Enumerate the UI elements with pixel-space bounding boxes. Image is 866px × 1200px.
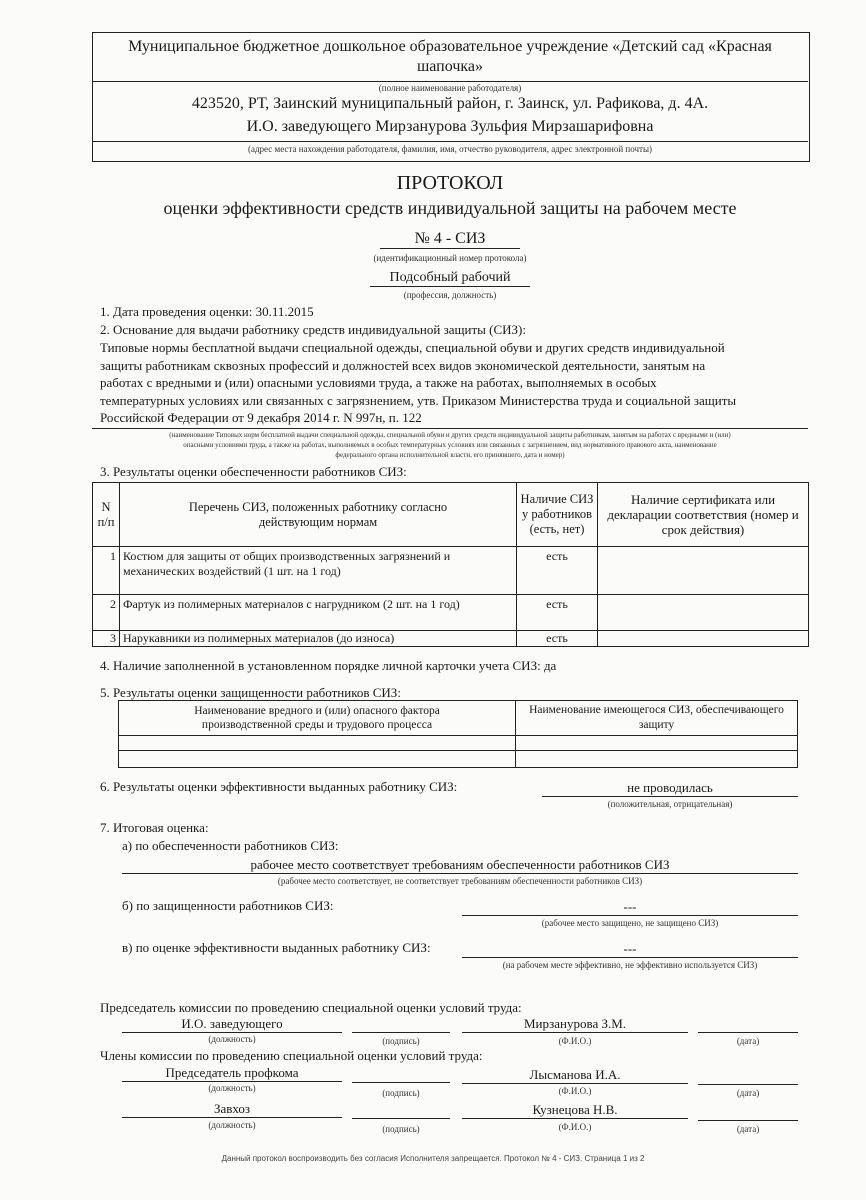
personal-card: 4. Наличие заполненной в установленном порядке личной карточки учета СИЗ: да [100,658,557,673]
section6-label: 6. Результаты оценки эффективности выданных работнику СИЗ: [100,779,458,794]
section7c-label: в) по оценке эффективности выданных работнику СИЗ: [122,940,431,955]
row-has: есть [517,595,598,631]
signature-line [352,1082,450,1083]
section3-heading: 3. Результаты оценки обеспеченности работников СИЗ: [100,464,407,479]
protocol-subtitle: оценки эффективности средств индивидуальной защиты на рабочем месте [163,198,737,218]
section7c-value: --- [462,941,798,958]
protocol-number: № 4 - СИЗ [380,230,520,249]
name-caption: (Ф.И.О.) [558,1036,592,1046]
name-caption: (Ф.И.О.) [558,1122,592,1132]
date-caption: (дата) [736,1036,760,1046]
org-caption: (полное наименование работодателя) [378,83,522,93]
row-item: Костюм для защиты от общих производственных загрязнений и механических воздействий (1 шт. на 1 год) [120,547,517,595]
date-line [698,1120,798,1121]
cell [119,736,516,751]
row-cert [598,595,809,631]
section7b-label: б) по защищенности работников СИЗ: [122,898,334,913]
row-cert [598,631,809,647]
row-has: есть [517,547,598,595]
signature-line [352,1118,450,1119]
members-heading: Члены комиссии по проведению специальной оценки условий труда: [100,1048,483,1063]
cell [516,751,798,768]
cell [516,736,798,751]
row-cert [598,547,809,595]
protocol-title: ПРОТОКОЛ [396,172,504,194]
section6-value: не проводилась [542,780,798,797]
member-position: Председатель профкома [122,1065,342,1082]
section7c-caption: (на рабочем месте эффективно, не эффективно используется СИЗ) [502,960,758,970]
basis-caption [92,430,808,460]
chair-position: И.О. заведующего [122,1016,342,1033]
table-row [119,751,798,768]
member-position: Завхоз [122,1101,342,1118]
footer-note: Данный протокол воспроизводить без согласия Исполнителя запрещается. Протокол № 4 - СИЗ. Страница 1 из 2 [221,1154,645,1163]
row-n: 2 [93,595,120,631]
caption-line: федерального органа исполнительной власти, его принявшего, дата и номер) [335,451,565,459]
col-item: Перечень СИЗ, положенных работнику согласно действующим нормам [120,483,517,547]
basis-line: защиты работникам сквозных профессий и должностей всех видов экономической деятельности, занятым на [100,357,706,373]
row-item: Фартук из полимерных материалов с нагрудником (2 шт. на 1 год) [120,595,517,631]
chair-name: Мирзанурова З.М. [462,1016,688,1033]
member-name: Лысманова И.А. [462,1067,688,1084]
basis-line: Типовые нормы бесплатной выдачи специальной одежды, специальной обуви и других средств индивидуальной [100,340,725,355]
signature-caption: (подпись) [382,1088,420,1098]
section7a-label: а) по обеспеченности работников СИЗ: [122,838,339,853]
cell [119,751,516,768]
basis-line: работах с вредными и (или) опасными условиями труда, а также на работах, выполняемых в особых [100,375,657,390]
position-caption: (должность) [208,1034,256,1044]
col-cert: Наличие сертификата или декларации соответствия (номер и срок действия) [598,483,809,547]
number-caption: (идентификационный номер протокола) [373,253,527,263]
section7-heading: 7. Итоговая оценка: [100,820,209,835]
head-name: И.О. заведующего Мирзанурова Зульфия Мирзашарифовна [246,118,654,135]
col-n: N п/п [93,483,120,547]
row-item: Нарукавники из полимерных материалов (до износа) [120,631,517,647]
profession: Подсобный рабочий [370,270,530,287]
section6-caption: (положительная, отрицательная) [607,799,733,809]
position-caption: (должность) [208,1120,256,1130]
table-header [119,701,798,736]
protection-table [118,700,798,768]
date-caption: (дата) [736,1124,760,1134]
signature-line [352,1032,450,1033]
section5-heading: 5. Результаты оценки защищенности работников СИЗ: [100,685,401,700]
org-name-line1: Муниципальное бюджетное дошкольное образовательное учреждение «Детский сад «Красная [128,38,772,55]
col-ppe: Наименование имеющегося СИЗ, обеспечивающего защиту [516,701,798,736]
date-line [698,1032,798,1033]
name-caption: (Ф.И.О.) [558,1086,592,1096]
caption-line: (наименование Типовых норм бесплатной выдачи специальной одежды, специальной обуви и других средств индивидуальной защиты работникам, занятым на работах с вредными и (или) [169,431,731,439]
caption-line: опасными условиями труда, а также на работах, выполняемых в особых температурных условиях или связанных с загрязнением, вид нормативного правового акта, наименование [183,441,717,449]
row-n: 1 [93,547,120,595]
chair-heading: Председатель комиссии по проведению специальной оценки условий труда: [100,1000,522,1015]
date-line [698,1084,798,1085]
address: 423520, РТ, Заинский муниципальный район, г. Заинск, ул. Рафикова, д. 4А. [191,95,709,112]
section7a-value: рабочее место соответствует требованиям обеспеченности работников СИЗ [122,857,798,874]
col-has: Наличие СИЗ у работников (есть, нет) [517,483,598,547]
section7b-value: --- [462,899,798,916]
col-factor: Наименование вредного и (или) опасного фактора производственной среды и трудового процесса [119,701,516,736]
section2-basis [100,339,800,427]
profession-caption: (профессия, должность) [403,290,497,300]
basis-line: Российской Федерации от 9 декабря 2014 г. N 997н, п. 122 [100,410,422,425]
address-caption: (адрес места нахождения работодателя, фамилия, имя, отчество руководителя, адрес электронной почты) [247,144,653,154]
section2-heading: 2. Основание для выдачи работнику средств индивидуальной защиты (СИЗ): [100,322,526,337]
table-row [93,547,809,595]
table-row [119,736,798,751]
row-n: 3 [93,631,120,647]
provision-table [92,482,809,647]
member-name: Кузнецова Н.В. [462,1102,688,1119]
assessment-date: 1. Дата проведения оценки: 30.11.2015 [100,304,314,319]
date-caption: (дата) [736,1088,760,1098]
org-name-line2: шапочка» [416,58,484,75]
section7b-caption: (рабочее место защищено, не защищено СИЗ) [541,918,719,928]
row-has: есть [517,631,598,647]
basis-line: температурных условиях или связанных с загрязнением, утв. Приказом Министерства труда и социальной защиты [100,392,737,408]
divider [92,81,808,82]
divider [92,428,808,429]
table-row [93,595,809,631]
section7a-caption: (рабочее место соответствует, не соответствует требованиям обеспеченности работников СИЗ) [277,876,643,886]
divider [92,141,808,142]
table-row [93,631,809,647]
table-header [93,483,809,547]
signature-caption: (подпись) [382,1124,420,1134]
position-caption: (должность) [208,1083,256,1093]
signature-caption: (подпись) [382,1036,420,1046]
